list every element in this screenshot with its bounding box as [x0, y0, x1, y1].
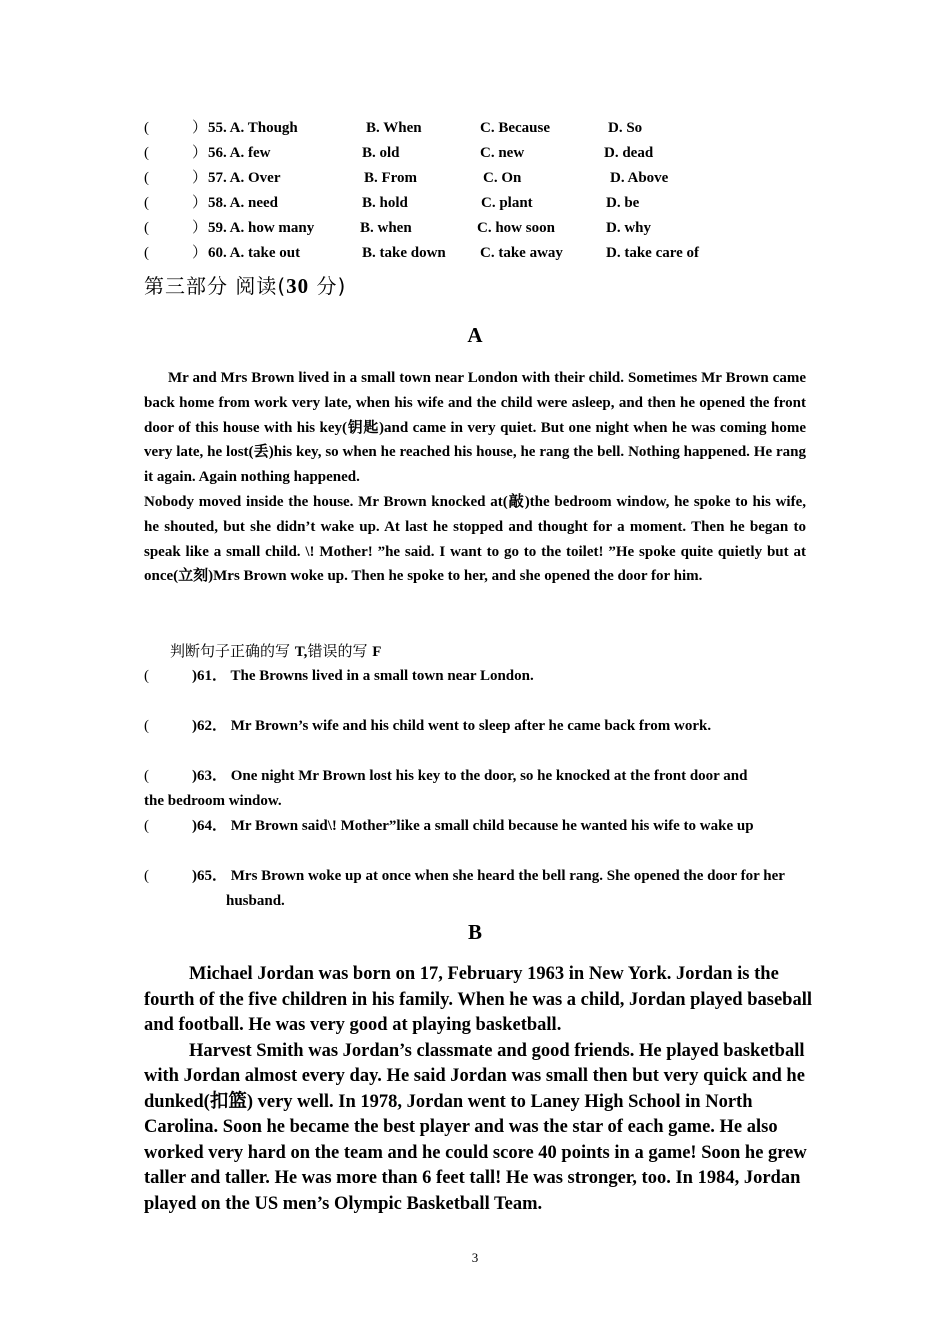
question-number: )61． [192, 668, 227, 684]
mc-question-60 [144, 243, 824, 263]
passage-a-body [144, 366, 806, 589]
question-number: )62． [192, 718, 227, 734]
instruction [170, 640, 381, 663]
answer-paren-left: ( [144, 120, 149, 136]
tf-question-65 [144, 864, 806, 914]
instruction-cn2: 错误的写 [307, 642, 373, 660]
passage-a-paragraph-1: Mr and Mrs Brown lived in a small town near London with their child. Sometimes Mr Brown came back home from work very late, when his wife and the child were asleep, and then he opened the front door of this house with his key(钥匙)and came in very quiet. But one night when he was coming home very late, he lost(丢)his key, so when he reached his house, he rang the bell. Nothing happened. He rang it again. Again nothing happened. [144, 370, 806, 486]
option-c: C. how soon [477, 220, 555, 236]
passage-a-paragraph-2: Nobody moved inside the house. Mr Brown knocked at(敲)the bedroom window, he spoke to his wife, he shouted, but she didn’t wake up. At last he stopped and thought for a moment. Then he began to speak like a small child. \! Mother! ”he said. I want to go to the toilet! ”He spoke quite quietly but at once(立刻)Mrs Brown woke up. Then he spoke to her, and she opened the door for him. [144, 493, 806, 585]
answer-paren-left: ( [144, 220, 149, 236]
option-a: 60. A. take out [208, 245, 301, 261]
instruction-cn: 判断句子正确的写 [170, 642, 295, 660]
question-text: Mr Brown said\! Mother”like a small child because he wanted his wife to wake up [230, 818, 754, 834]
answer-paren-right: ） [192, 145, 208, 161]
answer-paren-right: ） [192, 170, 208, 186]
tf-question-61 [144, 664, 806, 689]
section-score: 30 [286, 274, 310, 298]
option-a: 57. A. Over [208, 170, 281, 186]
option-b: B. when [360, 220, 412, 236]
question-number: )65． [192, 868, 227, 884]
section-title-text: 第三部分 阅读( [144, 274, 287, 298]
passage-a-heading: A [467, 323, 483, 347]
instruction-t: T, [294, 644, 308, 660]
option-d: D. be [606, 195, 640, 211]
mc-question-56 [144, 143, 824, 163]
tf-question-62 [144, 714, 806, 739]
option-a: 56. A. few [208, 145, 271, 161]
option-b: B. old [362, 145, 400, 161]
page-number: 3 [471, 1250, 479, 1265]
passage-b-heading: B [467, 920, 482, 944]
question-text-continued: the bedroom window. [144, 793, 282, 809]
answer-paren-left: ( [144, 718, 149, 734]
answer-paren-right: ） [192, 220, 208, 236]
answer-paren-left: ( [144, 868, 149, 884]
answer-paren-left: ( [144, 145, 149, 161]
answer-paren-left: ( [144, 818, 149, 834]
tf-question-64 [144, 814, 806, 839]
passage-b-body [144, 962, 812, 1217]
mc-question-55 [144, 118, 824, 138]
option-c: C. take away [480, 245, 563, 261]
mc-question-59 [144, 218, 824, 238]
option-c: C. Because [480, 120, 550, 136]
mc-question-58 [144, 193, 824, 213]
option-d: D. So [608, 120, 643, 136]
tf-question-63 [144, 764, 806, 814]
section-title [144, 272, 346, 300]
option-b: B. When [366, 120, 422, 136]
question-text: One night Mr Brown lost his key to the door, so he knocked at the front door and [230, 768, 748, 784]
option-b: B. From [364, 170, 418, 186]
answer-paren-left: ( [144, 668, 149, 684]
option-a: 59. A. how many [208, 220, 315, 236]
answer-paren-left: ( [144, 768, 149, 784]
option-d: D. take care of [606, 245, 700, 261]
answer-paren-left: ( [144, 245, 149, 261]
option-d: D. why [606, 220, 652, 236]
option-b: B. take down [362, 245, 446, 261]
answer-paren-left: ( [144, 195, 149, 211]
option-c: C. plant [481, 195, 533, 211]
answer-paren-left: ( [144, 170, 149, 186]
option-d: D. dead [604, 145, 654, 161]
question-number: )64． [192, 818, 227, 834]
answer-paren-right: ） [192, 245, 208, 261]
option-a: 58. A. need [208, 195, 279, 211]
option-c: C. On [483, 170, 522, 186]
answer-paren-right: ） [192, 120, 208, 136]
passage-b-paragraph-1: Michael Jordan was born on 17, February 1963 in New York. Jordan is the fourth of the five children in his family. When he was a child, Jordan played baseball and football. He was very good at playing basketball. [144, 964, 812, 1035]
question-text: Mrs Brown woke up at once when she heard the bell rang. She opened the door for her husband. [226, 868, 785, 909]
answer-paren-right: ） [192, 195, 208, 211]
option-b: B. hold [362, 195, 408, 211]
question-number: )63． [192, 768, 227, 784]
instruction-f: F [372, 644, 382, 660]
section-title-end: 分) [309, 274, 347, 298]
option-a: 55. A. Though [208, 120, 298, 136]
passage-b-paragraph-2: Harvest Smith was Jordan’s classmate and good friends. He played basketball with Jordan almost every day. He said Jordan was small then but very quick and he dunked(扣篮) very well. In 1978, Jordan went to Laney High School in North Carolina. Soon he became the best player and was the star of each game. He also worked very hard on the team and he could score 40 points in a game! Soon he grew taller and taller. He was more than 6 feet tall! He was stronger, too. In 1984, Jordan played on the US men’s Olympic Basketball Team. [144, 1040, 807, 1214]
mc-question-57 [144, 168, 824, 188]
option-c: C. new [480, 145, 525, 161]
question-text: The Browns lived in a small town near London. [230, 668, 534, 684]
question-text: Mr Brown’s wife and his child went to sleep after he came back from work. [230, 718, 712, 734]
option-d: D. Above [610, 170, 669, 186]
